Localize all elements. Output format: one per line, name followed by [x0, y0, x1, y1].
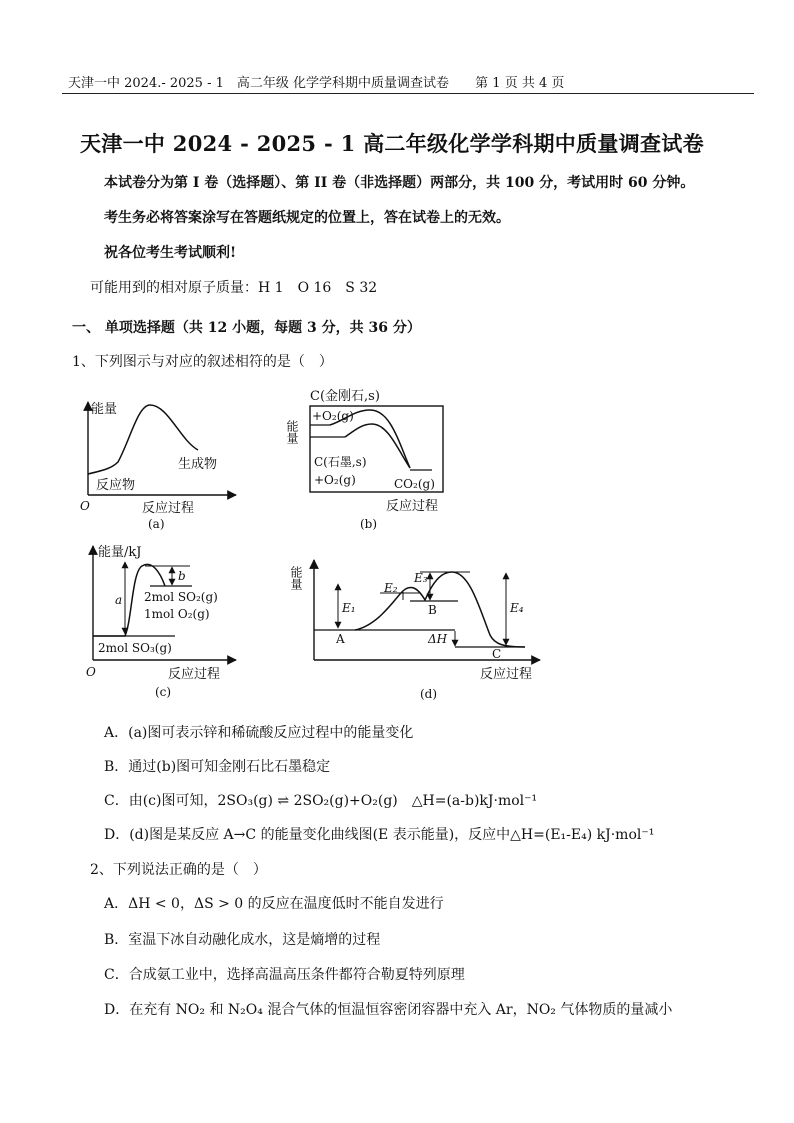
intro-line-3: 祝各位考生考试顺利! [104, 245, 237, 261]
figure-a [80, 401, 236, 531]
fig-d-E3: E₃ [414, 571, 428, 585]
fig-b-top-label2: +O₂(g) [312, 409, 354, 423]
fig-d-E2: E₂ [384, 581, 398, 595]
q2-option-a: A．ΔH < 0，ΔS > 0 的反应在温度低时不能自发进行 [104, 896, 444, 912]
q1-option-d: D．(d)图是某反应 A→C 的能量变化曲线图(E 表示能量)，反应中△H=(E₁-E₄) kJ·mol⁻¹ [104, 827, 655, 843]
exam-title: 天津一中 2024 - 2025 - 1 高二年级化学学科期中质量调查试卷 [80, 131, 704, 156]
fig-d-xlabel: 反应过程 [480, 667, 533, 682]
fig-c-caption: (c) [155, 685, 172, 699]
fig-b-ylabel: 能量 [285, 420, 299, 444]
fig-a-origin: O [80, 499, 90, 513]
fig-b-mid-label2: +O₂(g) [314, 473, 356, 487]
q1-option-c: C．由(c)图可知，2SO₃(g) ⇌ 2SO₂(g)+O₂(g) △H=(a-b)kJ·mol⁻¹ [104, 793, 538, 809]
q2-option-d: D．在充有 NO₂ 和 N₂O₄ 混合气体的恒温恒容密闭容器中充入 Ar，NO₂ 气体物质的量减小 [104, 1002, 673, 1018]
q2-option-b: B．室温下冰自动融化成水，这是熵增的过程 [104, 932, 381, 948]
fig-a-ylabel: 能量 [91, 402, 118, 417]
fig-b-caption: (b) [360, 517, 378, 531]
fig-c-origin: O [86, 665, 96, 679]
figure-c [86, 544, 236, 699]
fig-d-E1: E₁ [342, 601, 356, 615]
figure-b [285, 388, 443, 531]
fig-d-caption: (d) [420, 687, 438, 701]
fig-b-top-label: C(金刚石,s) [310, 389, 380, 404]
section-heading: 一、 单项选择题（共 12 小题，每题 3 分，共 36 分） [72, 320, 421, 336]
fig-c-xlabel: 反应过程 [168, 667, 221, 682]
fig-c-a: a [115, 593, 123, 607]
fig-a-reactant: 反应物 [96, 478, 136, 493]
fig-d-B: B [428, 603, 437, 617]
fig-a-product: 生成物 [178, 457, 218, 472]
figure-d [289, 560, 540, 701]
fig-c-label3: 2mol SO₃(g) [98, 641, 172, 655]
q2-option-c: C．合成氨工业中，选择高温高压条件都符合勒夏特列原理 [104, 967, 465, 983]
intro-line-2: 考生务必将答案涂写在答题纸规定的位置上，答在试卷上的无效。 [104, 210, 510, 226]
fig-c-label1: 2mol SO₂(g) [144, 590, 218, 604]
fig-a-xlabel: 反应过程 [142, 501, 195, 516]
fig-d-dH: ΔH [428, 632, 448, 646]
q1-option-b: B．通过(b)图可知金刚石比石墨稳定 [104, 759, 331, 775]
fig-b-xlabel: 反应过程 [386, 499, 439, 514]
q1-option-a: A．(a)图可表示锌和稀硫酸反应过程中的能量变化 [104, 725, 414, 741]
question-1-stem: 1、下列图示与对应的叙述相符的是（ ） [72, 354, 333, 370]
atomic-mass-line: 可能用到的相对原子质量：H 1 O 16 S 32 [90, 280, 378, 296]
header-text: 天津一中 2024.- 2025 - 1 高二年级 化学学科期中质量调查试卷 [68, 76, 450, 91]
fig-d-ylabel: 能量 [289, 566, 303, 590]
fig-c-b: b [178, 569, 186, 583]
fig-d-C: C [492, 647, 502, 661]
fig-c-ylabel: 能量/kJ [98, 545, 142, 560]
intro-line-1: 本试卷分为第 I 卷（选择题）、第 II 卷（非选择题）两部分，共 100 分，考试用时 60 分钟。 [104, 175, 695, 191]
fig-b-product: CO₂(g) [394, 477, 435, 491]
question-2-stem: 2、下列说法正确的是（ ） [90, 862, 267, 878]
fig-c-label2: 1mol O₂(g) [144, 607, 210, 621]
fig-b-mid-label: C(石墨,s) [314, 455, 367, 469]
fig-d-E4: E₄ [510, 601, 524, 615]
fig-a-caption: (a) [148, 517, 165, 531]
fig-d-A: A [336, 632, 345, 646]
page-number: 第 1 页 共 4 页 [475, 76, 565, 91]
